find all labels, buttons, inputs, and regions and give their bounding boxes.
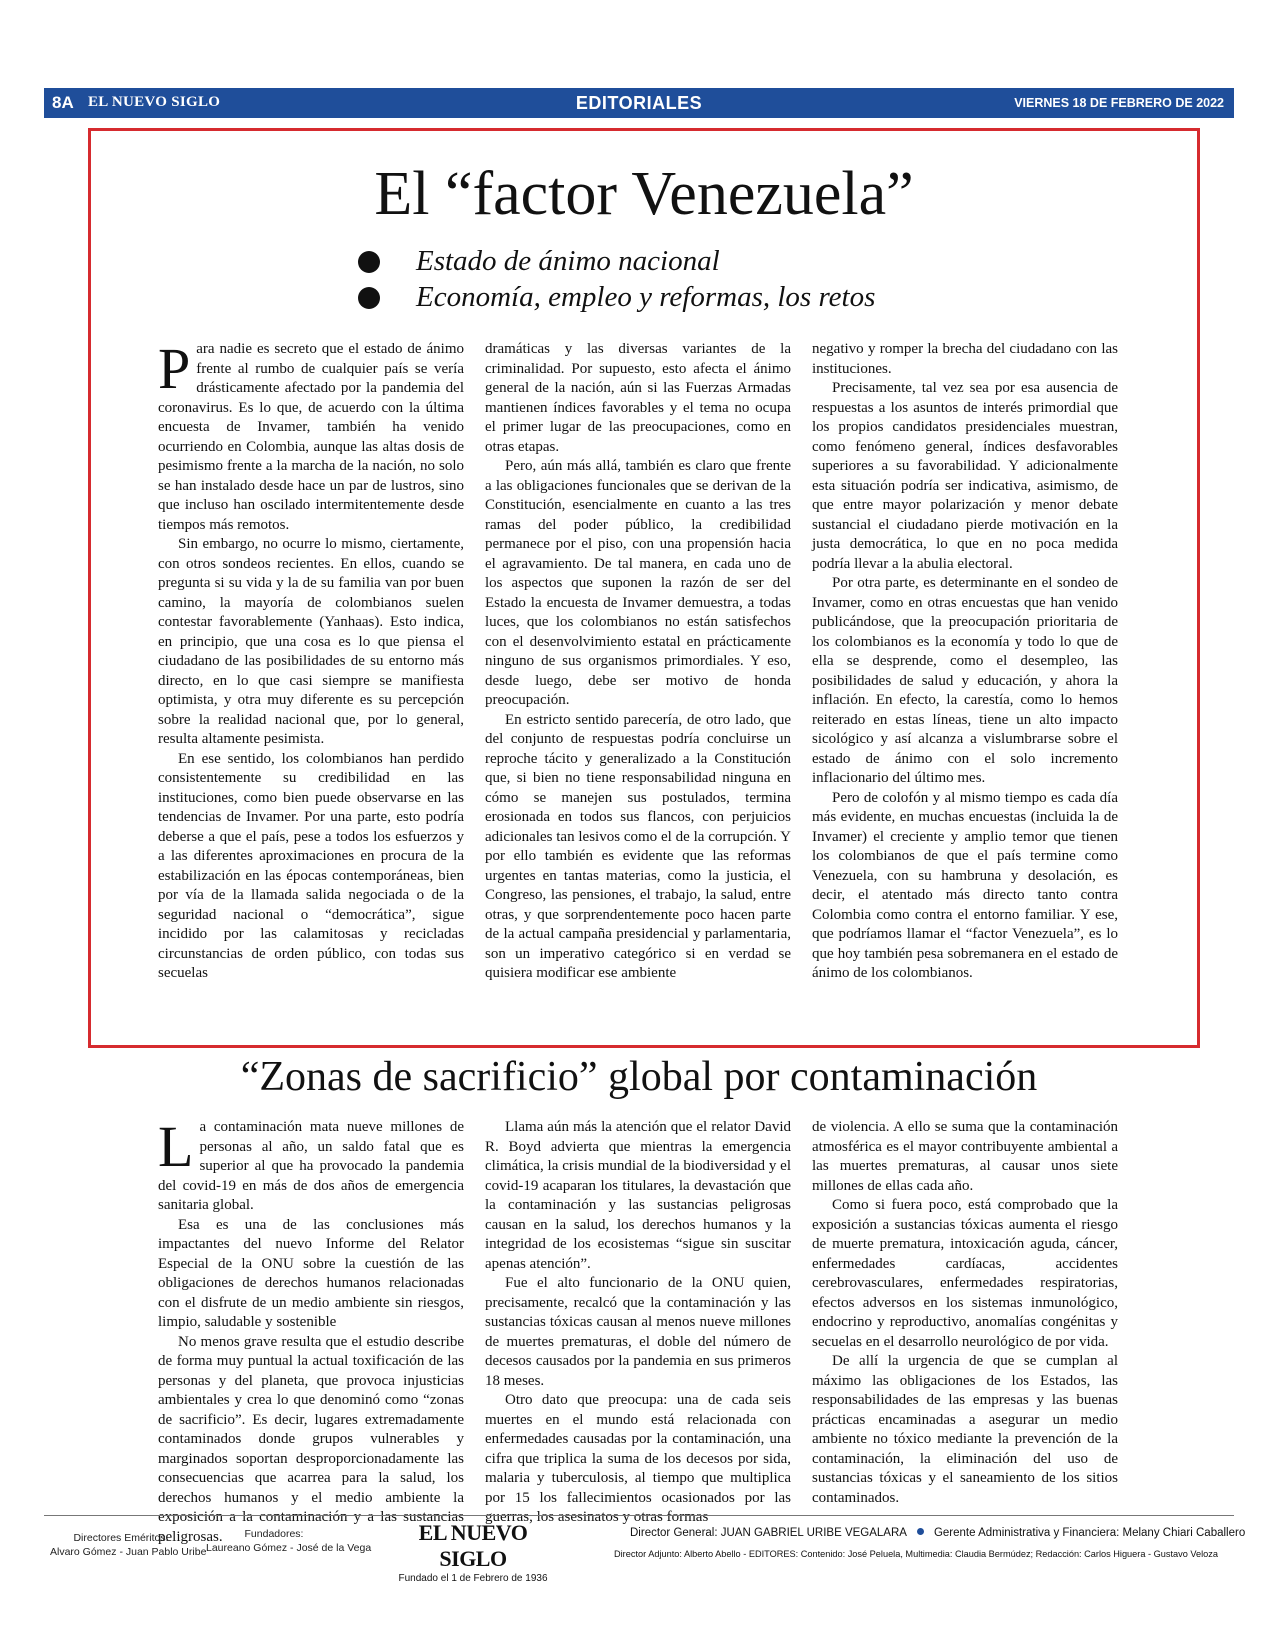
paragraph: Precisamente, tal vez sea por esa ausencia de respuestas a los asuntos de interés primordial que los propios candidatos presidenciales muestran, como fenómeno general, índices desfavorables superiores a su favorabilidad. Y adicionalmente esta situación podría ser indicativa, asimismo, de que entre mayor polarización y menor debate sustancial el ciudadano pierde motivación en la justa democrática, lo que en no poca medida podría llevar a la abulia electoral. [812,380,1118,572]
second-editorial-column-3 [812,1118,1118,1508]
logo-wordmark: EL NUEVO SIGLO [418,1520,528,1571]
publication-name: EL NUEVO SIGLO [88,94,221,110]
subhead-item: Estado de ánimo nacional [358,243,875,279]
fundadores: Fundadores: Laureano Gómez - José de la Vega [206,1528,372,1554]
paragraph: negativo y romper la brecha del ciudadano con las instituciones. [812,341,1118,377]
paragraph: En ese sentido, los colombianos han perdido consistentemente su credibilidad en las instituciones, como bien puede observarse en las tendencias de Invamer. Por una parte, esto podría deberse a que el país, pese a todos los esfuerzos y a las diferentes aproximaciones en procura de la estabilización en las épocas contemporáneas, bien por vía de la llamada salida negociada o de la seguridad nacional o “democrática”, sigue incidido por las calamitosas y recicladas circunstancias de orden público, con todas sus secuelas [158,750,464,981]
editorial-column-3 [812,340,1118,984]
paragraph: De allí la urgencia de que se cumplan al máximo las obligaciones de los Estados, las responsabilidades de las empresas y las buenas prácticas encaminadas a asegurar un medio ambiente no tóxico mediante la prevención de la contaminación, la eliminación del uso de sustancias tóxicas y el saneamiento de los sitios contaminados. [812,1353,1118,1506]
paragraph: Pero, aún más allá, también es claro que frente a las obligaciones funcionales que se derivan de la Constitución, esencialmente en cuanto a las tres ramas del poder público, la credibilidad permanece por el piso, con una propensión hacia el agravamiento. De tal manera, en cada uno de los aspectos que suponen la razón de ser del Estado la encuesta de Invamer demuestra, a todas luces, que los colombianos no están satisfechos con el desenvolvimiento estatal en prácticamente ninguno de sus organismos primordiales. Y eso, desde luego, debe ser motivo de honda preocupación. [485,458,791,708]
editorial-subheads [358,243,875,315]
paragraph: Pero de colofón y al mismo tiempo es cada día más evidente, en muchas encuestas (incluida la de Invamer) el creciente y amplio temor que tienen los colombianos de que el país termine como Venezuela, con su hambruna y desolación, es decir, el atentado más directo tanto contra Colombia como contra el entorno familiar. Y ese, que podríamos llamar el “factor Venezuela”, es lo que hoy también pesa sobremanera en el estado de ánimo de los colombianos. [812,789,1118,981]
director-general: Director General: JUAN GABRIEL URIBE VEGALARA [630,1527,907,1539]
drop-cap: L [158,1114,194,1179]
second-editorial-column-1 [158,1114,464,1547]
paragraph: No menos grave resulta que el estudio describe de forma muy puntual la actual toxificación de las personas y del planeta, que provoca injusticias ambientales y crea lo que denominó como “zonas de sacrificio”. Es decir, lugares extremadamente contaminados donde grupos vulnerables y marginados soportan desproporcionadamente las consecuencias que acarrea para la salud, los derechos humanos y el medio ambiente la exposición a la contaminación y a las sustancias peligrosas. [158,1333,464,1545]
second-editorial-column-2 [485,1118,791,1528]
separator-dot-icon [917,1528,924,1535]
footer-divider [44,1515,1234,1516]
bullet-dot-icon [358,251,380,273]
subhead-item: Economía, empleo y reformas, los retos [358,279,875,315]
paragraph: Por otra parte, es determinante en el sondeo de Invamer, como en otras encuestas que han venido publicándose, que la preocupación prioritaria de los colombianos es la economía y todo lo que de ella se desprende, como el desempleo, las posibilidades de salud y educación, y ahora la inflación. En efecto, la carestía, como lo hemos reiterado en estas líneas, tiene un alto impacto sicológico y así alcanza a vislumbrarse sobre el estado de ánimo con el solo incremento inflacionario del último mes. [812,575,1118,786]
paragraph: Otro dato que preocupa: una de cada seis muertes en el mundo está relacionada con enfermedades causadas por la contaminación, una cifra que triplica la suma de los decesos por sida, malaria y tuberculosis, al tiempo que multiplica por 15 los fallecimientos ocasionados por las guerras, los asesinatos y otras formas [485,1392,791,1525]
masthead-leadership [630,1527,1245,1539]
paragraph: Llama aún más la atención que el relator David R. Boyd advierta que mientras la emergencia climática, la crisis mundial de la biodiversidad y el covid-19 acaparan los titulares, la devastación que la contaminación y las sustancias peligrosas causan en la salud, los derechos humanos y la integridad de los ecosistemas “sigue sin suscitar apenas atención”. [485,1119,791,1272]
paragraph: En estricto sentido parecería, de otro lado, que del conjunto de respuestas podría concluirse un reproche tácito y generalizado a la Constitución que, si bien no tiene responsabilidad ninguna en cómo se manejen sus postulados, termina erosionada en todos sus flancos, con perjuicios adicionales tan lesivos como el de la corrupción. Y por ello también es evidente que las reformas urgentes en tantas materias, como la justicia, el Congreso, las pensiones, el trabajo, la salud, entre otras, y que sorprendentemente poco hacen parte de la actual campaña presidencial y parlamentaria, son un imperativo categórico si en verdad se quisiera modificar ese ambiente [485,711,791,981]
header-bar [44,88,1234,118]
paragraph: Como si fuera poco, está comprobado que la exposición a sustancias tóxicas aumenta el riesgo de muerte prematura, intoxicación aguda, cáncer, enfermedades cardíacas, accidentes cerebrovasculares, enfermedades respiratorias, efectos adversos en los sistemas inmunológico, endocrino y reproductivo, anomalías congénitas y secuelas en el desarrollo neurológico de por vida. [812,1197,1118,1350]
issue-date: VIERNES 18 DE FEBRERO DE 2022 [1014,96,1224,110]
paragraph: La contaminación mata nueve millones de personas al año, un saldo fatal que es superior al que ha provocado la pandemia del covid-19 en más de dos años de emergencia sanitaria global. [158,1114,464,1213]
paragraph: Esa es una de las conclusiones más impactantes del nuevo Informe del Relator Especial de la ONU sobre la cuestión de las obligaciones de derechos humanos relacionadas con el disfrute de un medio ambiente sin riesgos, limpio, saludable y sostenible [158,1216,464,1330]
masthead-editors: Director Adjunto: Alberto Abello - EDITORES: Contenido: José Peluela, Multimedia: Claudia Bermúdez; Redacción: Carlos Higuera - Gustavo Veloza [614,1549,1218,1559]
editorial-column-1 [158,336,464,984]
paragraph: de violencia. A ello se suma que la contaminación atmosférica es el mayor contribuyente ambiental a las muertes prematuras, al causar unos siete millones de ellas cada año. [812,1119,1118,1194]
gerente: Gerente Administrativa y Financiera: Melany Chiari Caballero [933,1527,1246,1539]
section-title: EDITORIALES [575,93,703,113]
founded-date: Fundado el 1 de Febrero de 1936 [398,1573,548,1584]
editorial-column-2 [485,340,791,984]
editorial-title: El “factor Venezuela” [374,160,914,228]
paragraph: Para nadie es secreto que el estado de ánimo frente al rumbo de cualquier país se vería drásticamente afectado por la pandemia del coronavirus. Es lo que, de acuerdo con la última encuesta de Invamer, también ha venido ocurriendo en Colombia, aunque las altas dosis de pesimismo frente a la marcha de la nación, no solo se han instalado desde hace un par de lustros, sino que incluso han oscilado intermitentemente desde tiempos más remotos. [158,336,464,533]
second-editorial-title: “Zonas de sacrificio” global por contaminación [240,1054,1038,1100]
page-number: 8A [52,93,74,112]
drop-cap: P [158,336,191,401]
paragraph: Sin embargo, no ocurre lo mismo, ciertamente, con otros sondeos recientes. En ellos, cuando se pregunta si su vida y la de su familia van por buen camino, la mayoría de colombianos suelen contestar favorablemente (Yanhaas). Esto indica, en principio, que una cosa es lo que piensa el ciudadano de las posibilidades de su entorno más directo, en lo que casi siempre se manifiesta optimista, y otra muy diferente es su percepción sobre la realidad nacional que, por lo general, resulta altamente pesimista. [158,536,464,747]
bullet-dot-icon [358,287,380,309]
footer-logo [398,1520,548,1585]
paragraph: dramáticas y las diversas variantes de la criminalidad. Por supuesto, esto afecta el ánimo general de la nación, aún si las Fuerzas Armadas mantienen índices favorables y el tema no ocupa el primer lugar de las preocupaciones, como en otras etapas. [485,341,791,455]
directores-emeritos: Directores Eméritos: Alvaro Gómez - Juan Pablo Uribe [50,1532,207,1558]
paragraph: Fue el alto funcionario de la ONU quien, precisamente, recalcó que la contaminación y las sustancias tóxicas causan al menos nueve millones de muertes prematuras, el doble del número de decesos causados por la pandemia en sus primeros 18 meses. [485,1275,791,1389]
